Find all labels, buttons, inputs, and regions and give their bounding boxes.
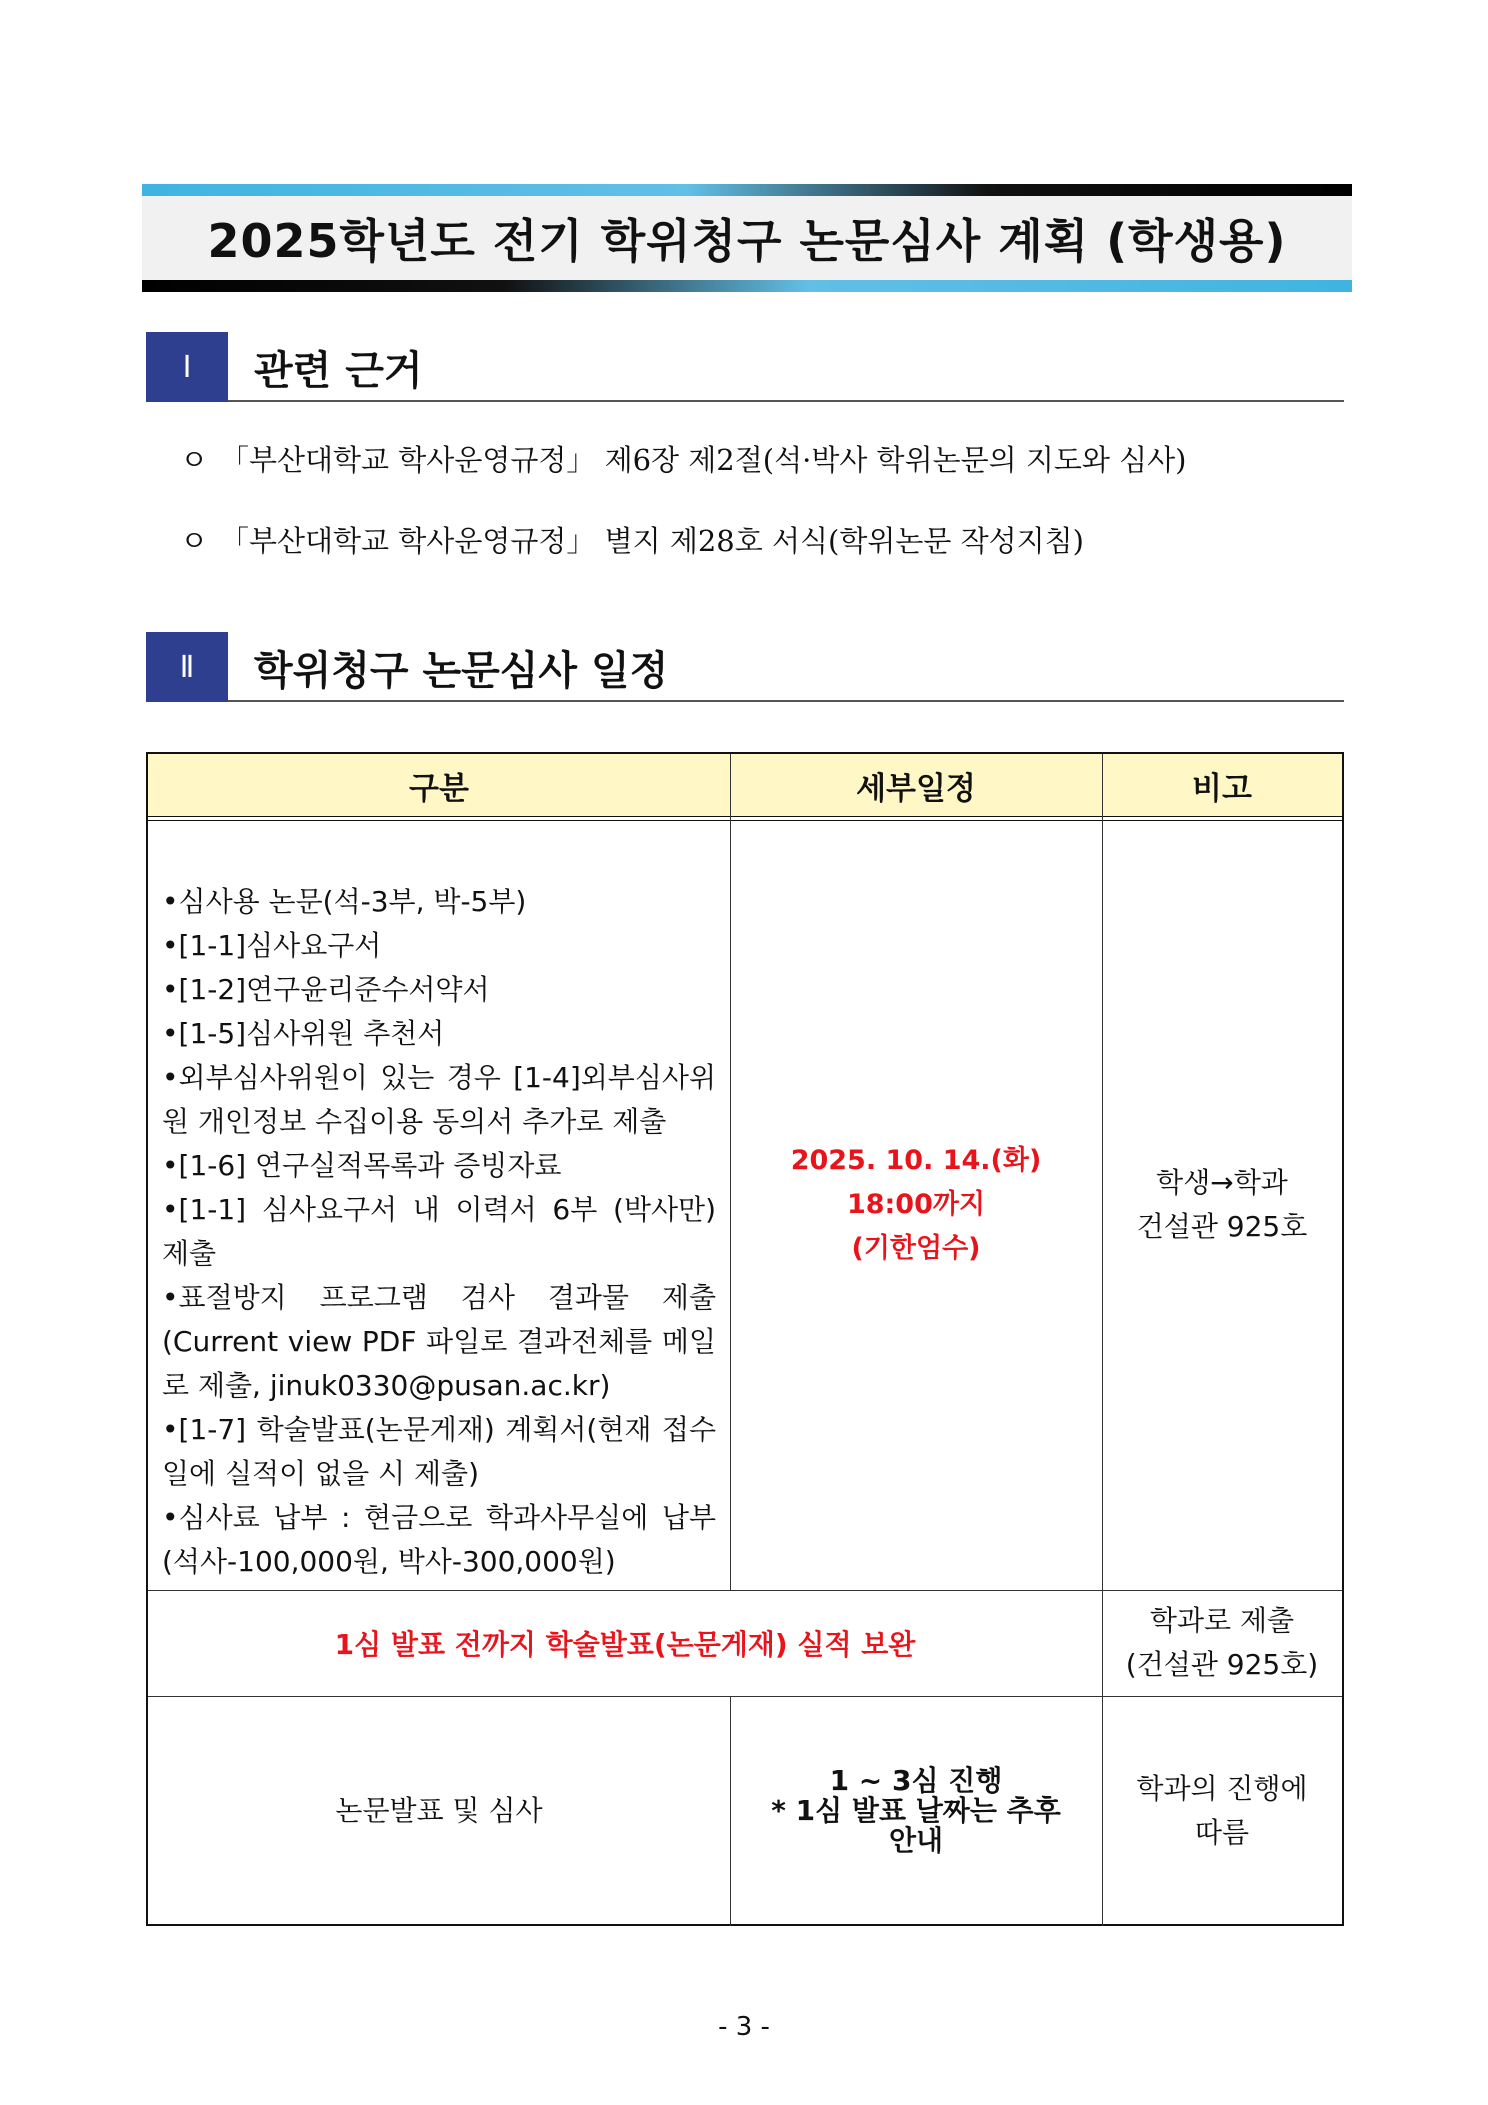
- title-box: [142, 196, 1352, 280]
- column-header-note: 비고: [1102, 754, 1342, 816]
- note-line: 건설관 925호: [1136, 1210, 1308, 1243]
- defense-note: [1102, 1696, 1342, 1926]
- note-line: 학생→학과: [1156, 1166, 1288, 1199]
- submission-deadline: [730, 820, 1102, 1590]
- section-title: 학위청구 논문심사 일정: [254, 647, 669, 694]
- defense-item: 논문발표 및 심사: [335, 1794, 543, 1827]
- supplement-note: [1102, 1590, 1342, 1696]
- list-item: •표절방지 프로그램 검사 결과물 제출 (Current view PDF 파일로 결과전체를 메일로 제출, jinuk0330@pusan.ac.kr): [162, 1281, 716, 1402]
- list-item: •[1-1]심사요구서: [162, 929, 382, 962]
- column-header-category: 구분: [148, 754, 730, 816]
- schedule-table: [146, 752, 1344, 1926]
- section-number: Ⅱ: [146, 632, 228, 702]
- deadline-time: 18:00까지: [846, 1189, 986, 1220]
- list-item: •[1-5]심사위원 추천서: [162, 1017, 445, 1050]
- schedule-line: 1 ~ 3심 진행: [829, 1764, 1003, 1797]
- note-line: 학과의 진행에: [1136, 1772, 1308, 1805]
- list-item: •[1-6] 연구실적목록과 증빙자료: [162, 1149, 562, 1182]
- page-title: 2025학년도 전기 학위청구 논문심사 계획 (학생용): [207, 214, 1287, 268]
- title-bottom-bar: [142, 280, 1352, 292]
- list-item: •[1-1] 심사요구서 내 이력서 6부 (박사만) 제출: [162, 1193, 716, 1270]
- section-number: Ⅰ: [146, 332, 228, 402]
- column-header-schedule: 세부일정: [730, 754, 1102, 816]
- list-item: •[1-7] 학술발표(논문게재) 계획서(현재 접수일에 실적이 없을 시 제출): [162, 1413, 716, 1490]
- page-number: - 3 -: [718, 2012, 770, 2042]
- reference-text: 「부산대학교 학사운영규정」 제6장 제2절(석·박사 학위논문의 지도와 심사): [220, 443, 1187, 477]
- reference-text: 「부산대학교 학사운영규정」 별지 제28호 서식(학위논문 작성지침): [220, 524, 1084, 558]
- note-line: (건설관 925호): [1125, 1648, 1319, 1681]
- reference-bullet: ㅇ: [180, 524, 209, 558]
- submission-location: [1102, 820, 1342, 1590]
- title-banner: [142, 184, 1352, 292]
- list-item: •[1-2]연구윤리준수서약서: [162, 973, 490, 1006]
- section-header-1: [146, 332, 1344, 402]
- note-line: 따름: [1194, 1816, 1250, 1849]
- reference-item: [180, 519, 1084, 560]
- list-item: •심사료 납부 : 현금으로 학과사무실에 납부 (석사-100,000원, 박사-300,000원): [162, 1501, 716, 1578]
- section-underline: [228, 700, 1344, 702]
- deadline-date: 2025. 10. 14.(화): [790, 1145, 1042, 1176]
- header-divider: [148, 816, 1342, 817]
- reference-bullet: ㅇ: [180, 443, 209, 477]
- schedule-line: 안내: [888, 1824, 944, 1857]
- section-title: 관련 근거: [254, 347, 423, 394]
- publication-supplement: 1심 발표 전까지 학술발표(논문게재) 실적 보완: [334, 1628, 916, 1661]
- schedule-line: * 1심 발표 날짜는 추후: [771, 1794, 1061, 1827]
- section-header-2: [146, 632, 1344, 702]
- reference-item: [180, 438, 1186, 479]
- list-item: •심사용 논문(석-3부, 박-5부): [162, 885, 527, 918]
- deadline-note: (기한엄수): [851, 1233, 981, 1264]
- note-line: 학과로 제출: [1149, 1604, 1295, 1637]
- title-top-bar: [142, 184, 1352, 196]
- defense-schedule: [730, 1696, 1102, 1926]
- section-underline: [228, 400, 1344, 402]
- list-item: •외부심사위원이 있는 경우 [1-4]외부심사위원 개인정보 수집이용 동의서 추가로 제출: [162, 1061, 716, 1138]
- requirements-list: [148, 866, 730, 1586]
